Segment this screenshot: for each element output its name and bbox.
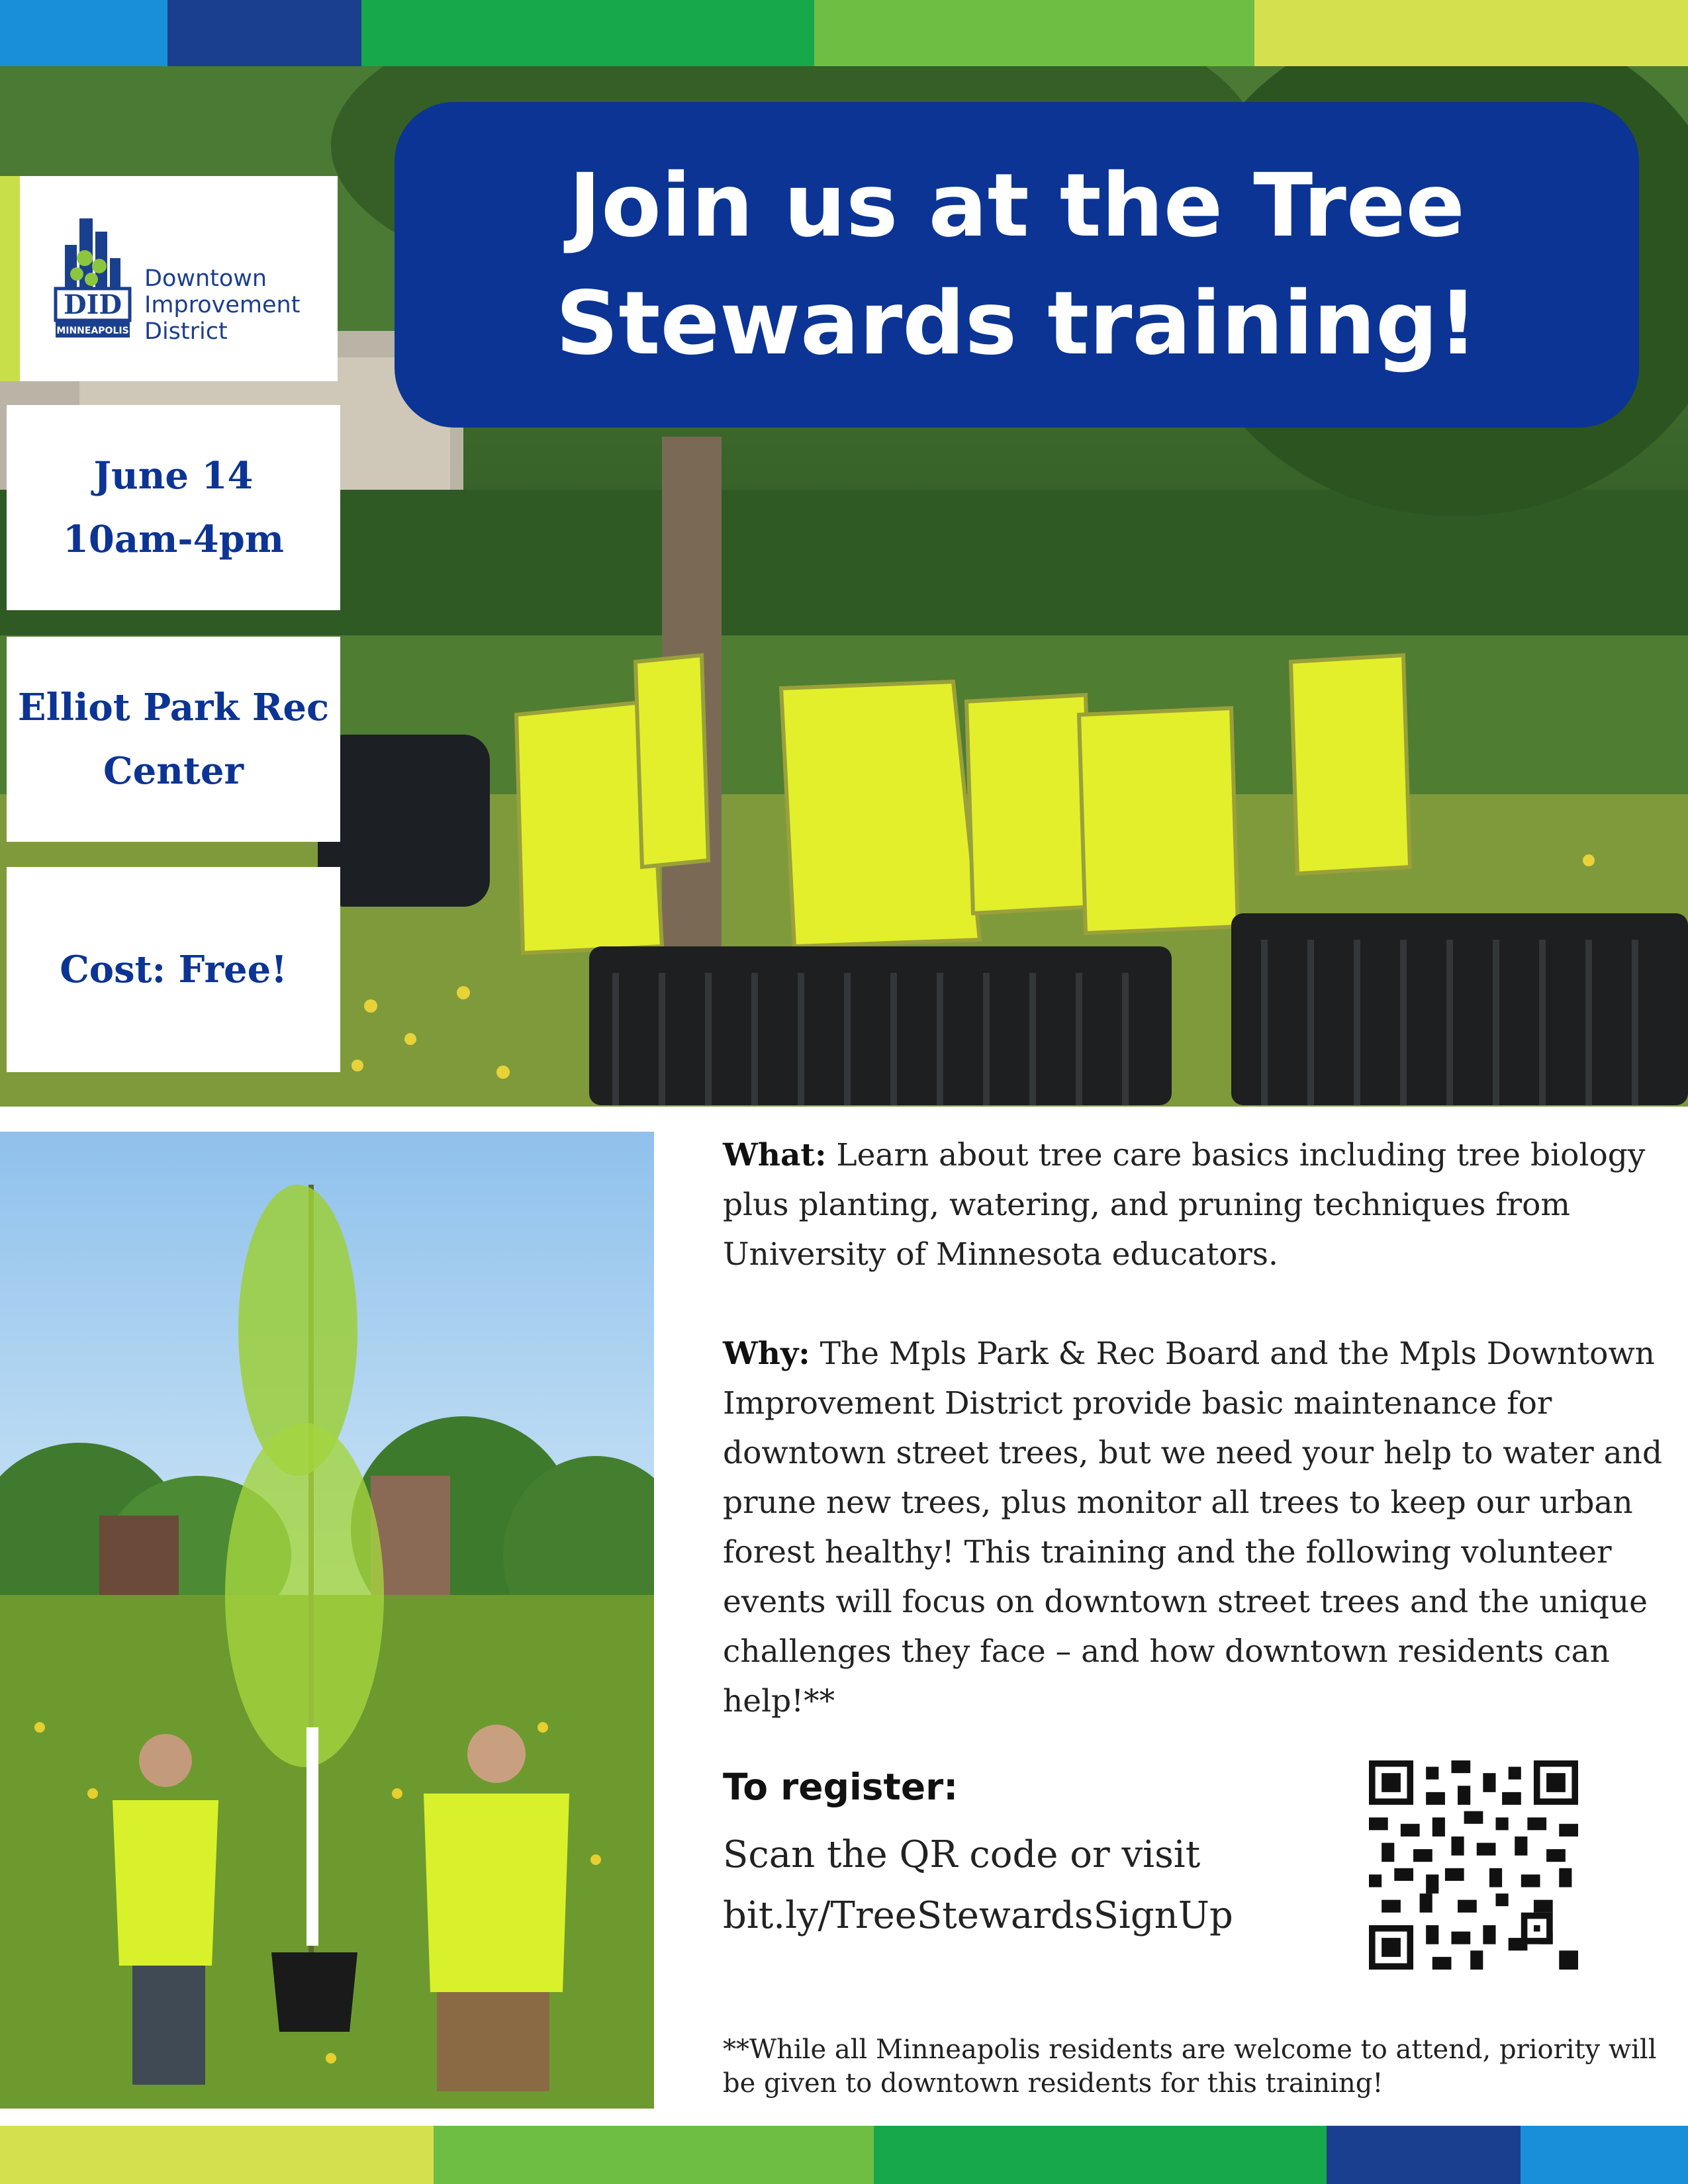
bottom-color-stripe bbox=[0, 2126, 1688, 2184]
description-section bbox=[723, 1130, 1663, 1726]
what-paragraph bbox=[723, 1130, 1663, 1279]
event-location-line2: Center bbox=[103, 749, 244, 793]
logo-line-downtown: Downtown bbox=[144, 265, 267, 292]
register-heading: To register: bbox=[723, 1766, 959, 1808]
logo-line-improvement: Improvement bbox=[144, 292, 301, 318]
stripe-segment-navy bbox=[1327, 2126, 1521, 2184]
register-instruction: Scan the QR code or visit bbox=[723, 1833, 1201, 1876]
logo-box bbox=[0, 176, 338, 381]
event-date: June 14 bbox=[93, 454, 254, 498]
photo-tree-planting bbox=[0, 1132, 654, 2109]
event-cost: Cost: Free! bbox=[60, 948, 287, 991]
logo-city-text: MINNEAPOLIS bbox=[56, 326, 129, 336]
why-label: Why: bbox=[723, 1336, 810, 1372]
title-banner bbox=[395, 102, 1639, 428]
what-text: Learn about tree care basics including tree biology plus planting, watering, and pruning techniques from University of Minnesota educators. bbox=[723, 1137, 1646, 1273]
stripe-segment-light-green bbox=[434, 2126, 874, 2184]
footnote: **While all Minneapolis residents are welcome to attend, priority will be given to downtown residents for this training! bbox=[723, 2034, 1657, 2099]
stripe-segment-light-green bbox=[814, 0, 1254, 66]
stripe-segment-lime bbox=[0, 2126, 434, 2184]
what-label: What: bbox=[723, 1137, 827, 1173]
page-title: Join us at the Tree Stewards training! bbox=[555, 155, 1478, 375]
stripe-segment-lime bbox=[1254, 0, 1688, 66]
date-time-box bbox=[7, 405, 340, 610]
event-time: 10am-4pm bbox=[62, 518, 285, 561]
stripe-segment-green bbox=[361, 0, 814, 66]
logo-mark-text: DID bbox=[63, 289, 122, 320]
event-location-line1: Elliot Park Rec bbox=[17, 686, 330, 729]
did-logo-icon bbox=[53, 205, 132, 344]
cost-box bbox=[7, 867, 340, 1072]
logo-line-district: District bbox=[144, 318, 228, 345]
logo-accent-bar bbox=[0, 176, 20, 381]
why-text: The Mpls Park & Rec Board and the Mpls Downtown Improvement District provide basic maintenance for downtown street trees, but we need your help to water and prune new trees, plus monitor all trees to keep our urban forest healthy! This training and the following volunteer events will focus on downtown street trees and the unique challenges they face – and how downtown residents can help!** bbox=[723, 1336, 1663, 1719]
stripe-segment-green bbox=[874, 2126, 1327, 2184]
top-color-stripe bbox=[0, 0, 1688, 66]
stripe-segment-blue bbox=[1521, 2126, 1688, 2184]
qr-code-icon[interactable] bbox=[1369, 1760, 1578, 1970]
register-link[interactable]: bit.ly/TreeStewardsSignUp bbox=[723, 1894, 1233, 1937]
stripe-segment-navy bbox=[167, 0, 361, 66]
location-box bbox=[7, 637, 340, 842]
stripe-segment-blue bbox=[0, 0, 167, 66]
why-paragraph bbox=[723, 1329, 1663, 1726]
